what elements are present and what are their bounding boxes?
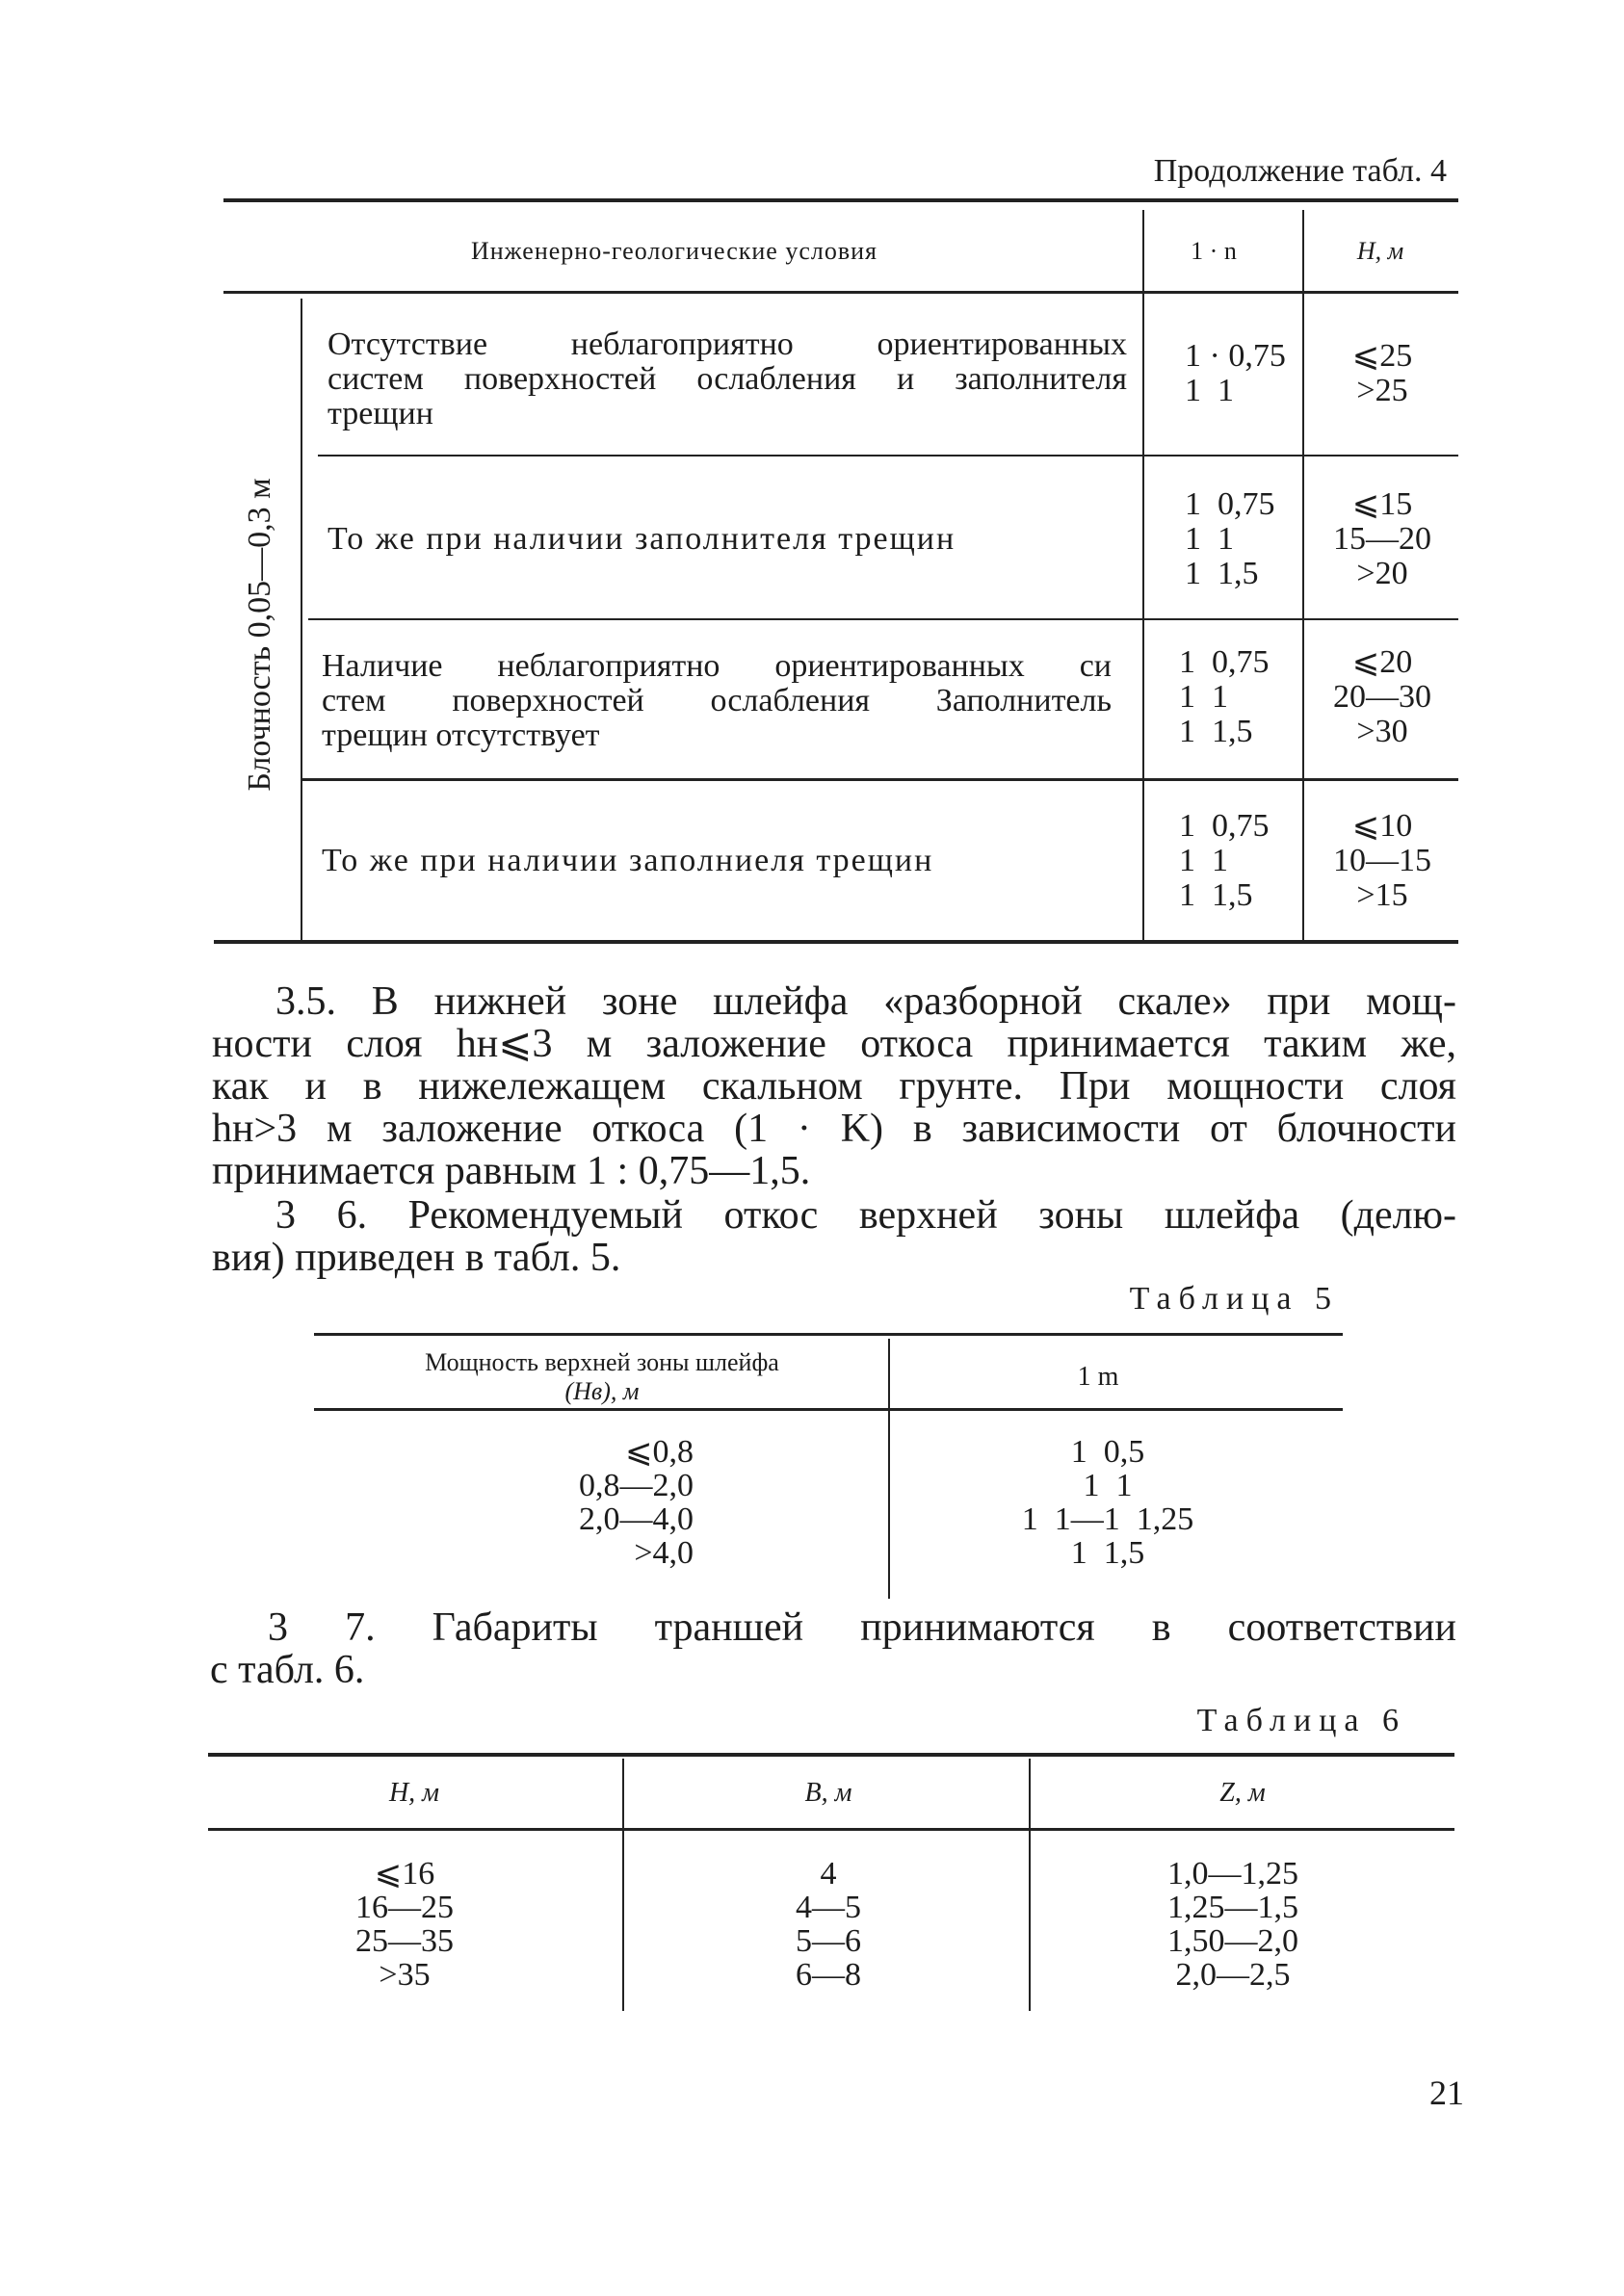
table4-row3-height: ⩽20 20—30 >30 — [1333, 644, 1431, 749]
paragraph-3-5: 3.5. В нижней зоне шлейфа «разборной скале» при мощ- ности слоя hн⩽3 м заложение откоса принимается таким же, как и в нижележащем скальном грунте. При мощности слоя hн>3 м заложение откоса (1 · K) в зависимости от блочности принимается равным 1 : 0,75—1,5. — [212, 979, 1456, 1193]
table4-header-rule — [223, 291, 1458, 294]
table5-header-col2: 1 m — [1077, 1362, 1119, 1392]
table4-top-rule — [223, 198, 1458, 202]
paragraph-3-6: 3 6. Рекомендуемый откос верхней зоны шлейфа (делю- вия) приведен в табл. 5. — [212, 1193, 1456, 1280]
table4-row2-rule — [308, 618, 1458, 620]
table6-header-rule — [208, 1828, 1454, 1831]
table4-row4-slope: 1 0,75 1 1 1 1,5 — [1179, 808, 1270, 913]
table6-col-rule-1 — [622, 1759, 624, 2011]
table4-bottom-rule — [214, 940, 1458, 944]
table4-row3-rule — [301, 778, 1458, 781]
table5-header-col1: Мощность верхней зоны шлейфа (Hв), м — [425, 1348, 779, 1405]
table6-top-rule — [208, 1753, 1454, 1757]
table4-rule-height — [1302, 210, 1304, 944]
table4-header-conditions: Инженерно-геологические условия — [470, 237, 877, 265]
table4-row3-text: Наличие неблагоприятно ориентированных си стем поверхностей ослабления Заполнитель трещин отсутствует — [322, 648, 1112, 753]
table4-row3-slope: 1 0,75 1 1 1 1,5 — [1179, 644, 1270, 749]
table4-rule-side — [301, 299, 302, 944]
table4-row2-slope: 1 0,75 1 1 1 1,5 — [1185, 486, 1275, 591]
table4-header-slope: 1 · n — [1191, 237, 1237, 265]
table6-z-values: 1,0—1,25 1,25—1,5 1,50—2,0 2,0—2,5 — [1167, 1856, 1298, 1993]
table5-header-rule — [314, 1408, 1343, 1411]
table6-caption: Таблица 6 — [1196, 1703, 1406, 1738]
table5-top-rule — [314, 1333, 1343, 1336]
table4-continuation-label: Продолжение табл. 4 — [1153, 153, 1447, 189]
table4-rule-slope — [1142, 210, 1144, 944]
table4-row4-text: То же при наличии заполниеля трещин — [322, 843, 934, 878]
table6-h-values: ⩽16 16—25 25—35 >35 — [355, 1856, 454, 1993]
table5-col-rule — [888, 1339, 890, 1599]
table6-col-rule-2 — [1029, 1759, 1031, 2011]
table6-header-h: H, м — [388, 1778, 440, 1808]
table4-row1-height: ⩽25 >25 — [1351, 338, 1413, 408]
table4-row1-text: Отсутствие неблагоприятно ориентированных систем поверхностей ослабления и заполнителя трещин — [327, 326, 1127, 431]
page-number: 21 — [1429, 2074, 1464, 2112]
table5-col2-values: 1 0,5 1 1 1 1—1 1,25 1 1,5 — [1021, 1434, 1194, 1571]
table4-header-height: H, м — [1356, 237, 1404, 265]
table4-row1-slope: 1 · 0,75 1 1 — [1185, 338, 1286, 408]
table4-row2-text: То же при наличии заполнителя трещин — [327, 521, 956, 557]
table5-col1-values: ⩽0,8 0,8—2,0 2,0—4,0 >4,0 — [579, 1434, 694, 1571]
table6-header-b: B, м — [804, 1778, 852, 1808]
table4-row2-height: ⩽15 15—20 >20 — [1333, 486, 1431, 591]
paragraph-3-7: 3 7. Габариты траншей принимаются в соответствии с табл. 6. — [210, 1605, 1456, 1692]
table6-b-values: 4 4—5 5—6 6—8 — [796, 1856, 861, 1993]
table5-caption: Таблица 5 — [1129, 1281, 1339, 1317]
table4-row4-height: ⩽10 10—15 >15 — [1333, 808, 1431, 913]
table4-side-label: Блочность 0,05—0,3 м — [242, 478, 277, 792]
table4-row1-rule — [318, 455, 1458, 457]
table6-header-z: Z, м — [1219, 1778, 1266, 1808]
